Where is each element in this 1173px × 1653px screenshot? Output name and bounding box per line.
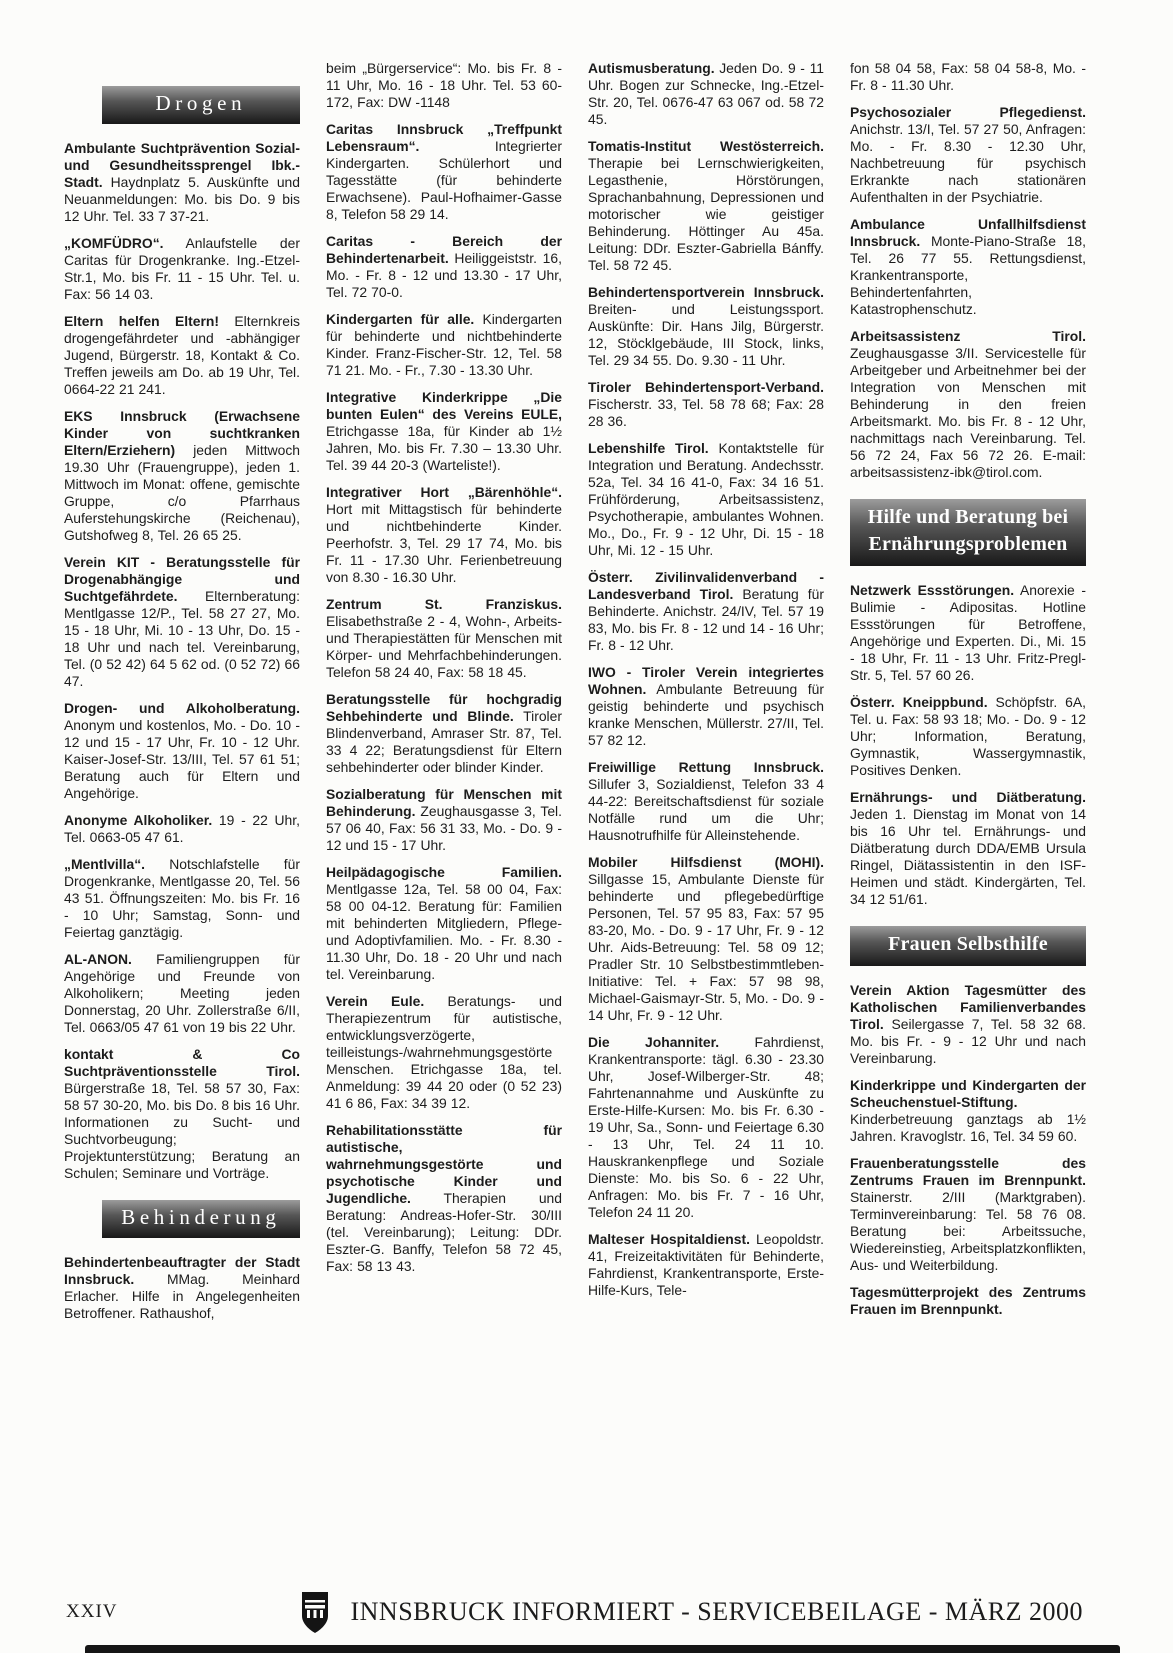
directory-entry [850,1284,1086,1318]
entry-body: Kinderbetreuung ganztags ab 1½ Jahren. Kravoglstr. 16, Tel. 34 59 60. [850,1111,1086,1144]
directory-entry [588,138,824,274]
entry-title: Anonyme Alkoholiker. [64,812,213,828]
directory-entry [850,982,1086,1067]
directory-entry [326,311,562,379]
entry-title: Netzwerk Essstörungen. [850,582,1015,598]
directory-entry [588,1034,824,1221]
directory-entry [64,951,300,1036]
directory-entry [326,786,562,854]
entry-body: Kindergarten für behinderte und nichtbehinderte Kinder. Franz-Fischer-Str. 12, Tel. 58 71 21. Mo. - Fr., 7.30 - 13.30 Uhr. [326,311,562,378]
directory-entry [64,856,300,941]
entry-body: Breiten- und Leistungssport. Auskünfte: Dir. Hans Jilg, Bürgerstr. 12, Stöcklgebäude, III Stock, links, Tel. 29 34 55. Do. 9.30 - 11 Uhr. [588,301,824,368]
directory-entry [64,408,300,544]
entry-body: Leopoldstr. 41, Freizeitaktivitäten für Behinderte, Fahrdienst, Krankentransporte, Erste-Hilfe-Kurs, Tele- [588,1231,825,1298]
entry-body: Etrichgasse 18a, für Kinder ab 1½ Jahren, Mo. bis Fr. 7.30 – 13.30 Uhr. Tel. 39 44 20-3 (Warteliste!). [326,423,562,473]
entry-title: „KOMFÜDRO“. [64,235,164,251]
entry-title: Behindertensportverein Innsbruck. [588,284,824,300]
entry-title: Ambulante Suchtprävention Sozial- und Gesundheitssprengel Ibk.-Stadt. [64,140,300,190]
entry-body: Familiengruppen für Angehörige und Freunde von Alkoholikern; Meeting jeden Donnerstag, 20 Uhr. Zollerstraße 6/II, Tel. 0663/05 47 61 von 19 bis 22 Uhr. [64,951,300,1035]
entry-title: Tagesmütterprojekt des Zentrums Frauen im Brennpunkt. [850,1284,1086,1317]
entry-title: Zentrum St. Franziskus. [326,596,562,612]
directory-entry [850,789,1086,908]
entry-body: Fischerstr. 33, Tel. 58 78 68; Fax: 28 28 36. [588,396,824,429]
entry-body: Anichstr. 13/I, Tel. 57 27 50, Anfragen: Mo. - Fr. 8.30 - 12.30 Uhr, Nachbetreuung für psychisch Erkrankte nach stationären Aufenthalten in der Psychiatrie. [850,121,1086,205]
entry-body: Notschlafstelle für Drogenkranke, Mentlgasse 20, Tel. 56 43 51. Öffnungszeiten: Mo. bis Fr. 16 - 10 Uhr; Samstag, Sonn- und Feiertag ganztägig. [64,856,300,940]
entry-title: Caritas Innsbruck „Treffpunkt Lebensraum“. [326,121,562,154]
directory-entry [64,313,300,398]
entry-title: Verein Eule. [326,993,425,1009]
entry-title: AL-ANON. [64,951,132,967]
entry-body: Kontaktstelle für Integration und Beratung. Andechsstr. 52a, Tel. 34 16 41-0, Fax: 34 16 51. Frühförderung, Arbeitsassistenz, Psychotherapie, ambulantes Wohnen. Mo., Do., Fr. 9 - 12 Uhr, Di. 15 - 18 Uhr, Mi. 12 - 15 Uhr. [588,440,824,558]
directory-entry [326,691,562,776]
innsbruck-coat-of-arms-icon [300,1591,330,1635]
directory-entry [326,233,562,301]
entry-title: Behindertenbeauftragter der Stadt Innsbruck. [64,1254,300,1287]
directory-entry [64,812,300,846]
directory-entry [64,140,300,225]
directory-entry [326,121,562,223]
entry-body: Therapie bei Lernschwierigkeiten, Legasthenie, Hörstörungen, Sprachanbahnung, Depressionen und motorischer wie geistiger Behinderung. Höttinger Au 45a. Leitung: DDr. Eszter-Gabriella Bánffy. Tel. 58 72 45. [588,155,824,273]
entry-body: Sillufer 3, Sozialdienst, Telefon 33 4 44-22: Bereitschaftsdienst für soziale Notfälle rund um die Uhr; Hausnotrufhilfe für Alleinstehende. [588,776,824,843]
entry-body: Elternberatung: Mentlgasse 12/P., Tel. 58 27 27, Mo. 15 - 18 Uhr, Mi. 10 - 13 Uhr, Do. 15 - 18 Uhr und nach tel. Vereinbarung, Tel. (0 52 42) 64 5 62 od. (0 52 72) 66 47. [64,588,300,689]
entry-title: Tiroler Behindertensport-Verband. [588,379,824,395]
directory-entry [850,694,1086,779]
entry-title: Freiwillige Rettung Innsbruck. [588,759,824,775]
entry-body: Elisabethstraße 2 - 4, Wohn-, Arbeits- und Therapiestätten für Menschen mit Körper- und Mehrfachbehinderungen. Telefon 58 24 40, Fax: 58 18 45. [326,613,562,680]
entry-title: Arbeitsassistenz Tirol. [850,328,1086,344]
directory-entry [326,1122,562,1275]
entry-title: Eltern helfen Eltern! [64,313,219,329]
entry-title: Frauenberatungsstelle des Zentrums Frauen im Brennpunkt. [850,1155,1086,1188]
entry-title: Die Johanniter. [588,1034,720,1050]
section-header: Drogen [102,86,300,124]
directory-entry [326,484,562,586]
entry-body: Heiliggeiststr. 16, Mo. - Fr. 8 - 12 und 13.30 - 17 Uhr, Tel. 72 70-0. [326,250,562,300]
column-2 [326,60,562,1565]
entry-title: Sozialberatung für Menschen mit Behinderung. [326,786,562,819]
entry-body: Jeden 1. Dienstag im Monat von 14 bis 16 Uhr tel. Ernährungs- und Diätberatung durch DDA/EMB Ursula Ringel, Diätassistentin in den ISF-Heimen und städt. Kindergärten, Tel. 34 12 51/61. [850,806,1086,907]
entry-body: Anlaufstelle der Caritas für Drogenkranke. Ing.-Etzel-Str.1, Mo. bis Fr. 11 - 15 Uhr. Tel. u. Fax: 56 14 03. [64,235,301,302]
directory-entry [326,389,562,474]
page-number: XXIV [66,1601,118,1622]
directory-entry [64,700,300,802]
directory-entry [588,759,824,844]
directory-entry [326,864,562,983]
page-footer [0,1573,1173,1653]
directory-entry [850,1155,1086,1274]
entry-body: Stainerstr. 2/III (Marktgraben). Terminvereinbarung: Tel. 58 76 08. Beratung bei: Arbeitssuche, Wiedereinstieg, Arbeitsplatzkonflikten, Aus- und Weiterbildung. [850,1189,1086,1273]
directory-entry [588,1231,824,1299]
entry-body: Haydnplatz 5. Auskünfte und Neuanmeldungen: Mo. bis Do. 9 bis 12 Uhr. Tel. 33 7 37-21. [64,174,300,224]
entry-body: Sillgasse 15, Ambulante Dienste für behinderte und pflegebedürftige Personen, Tel. 57 95 83, Fax: 57 95 83-20, Mo. - Do. 9 - 17 Uhr, Fr. 9 - 12 Uhr. Aids-Betreuung: Tel. 58 09 12; Pradler Str. 10 Selbstbestimmtleben-Initiative: Tel. + Fax: 57 98 98, Michael-Gaismayr-Str. 5, Mo. - Do. 9 - 14 Uhr, Fr. 9 - 12 Uhr. [588,871,824,1023]
entry-title: IWO - Tiroler Verein integriertes Wohnen. [588,664,824,697]
entry-title: Caritas - Bereich der Behindertenarbeit. [326,233,562,266]
entry-body: jeden Mittwoch 19.30 Uhr (Frauengruppe), jeden 1. Mittwoch im Monat: offene, gemischte Gruppe, c/o Pfarrhaus Auferstehungskirche (Reichenau), Gutshofweg 8, Tel. 26 65 25. [64,442,300,543]
entry-title: Integrativer Hort „Bärenhöhle“. [326,484,562,500]
publication-title: INNSBRUCK INFORMIERT - SERVICEBEILAGE - MÄRZ 2000 [350,1597,1083,1626]
entry-body: Seilergasse 7, Tel. 58 32 68. Mo. bis Fr. - 9 - 12 Uhr und nach Vereinbarung. [850,1016,1086,1066]
directory-entry [588,379,824,430]
entry-title: Tomatis-Institut Westösterreich. [588,138,824,154]
entry-title: Ernährungs- und Diätberatung. [850,789,1086,805]
column-1 [64,60,300,1565]
entry-title: Verein Aktion Tagesmütter des Katholischen Familienverbandes Tirol. [850,982,1086,1032]
entry-body: Zeughausgasse 3, Tel. 57 06 40, Fax: 56 31 33, Mo. - Do. 9 - 12 und 15 - 17 Uhr. [326,803,562,853]
entry-title: Rehabilitationsstätte für autistische, wahrnehmungsgestörte und psychotische Kinder und Jugendliche. [326,1122,562,1206]
entry-body: 19 - 22 Uhr, Tel. 0663-05 47 61. [64,812,301,845]
entry-title: Integrative Kinderkrippe „Die bunten Eulen“ des Vereins EULE, [326,389,562,422]
entry-title: Drogen- und Alkoholberatung. [64,700,300,716]
entry-body: Beratung für Behinderte. Anichstr. 24/IV, Tel. 57 19 83, Mo. bis Fr. 8 - 12 und 14 - 16 Uhr; Fr. 8 - 12 Uhr. [588,586,825,653]
directory-columns [64,60,1086,1565]
directory-entry [64,1046,300,1182]
section-header: Behinderung [102,1200,300,1238]
entry-title: Psychosozialer Pflegedienst. [850,104,1086,120]
entry-body: Ambulante Betreuung für geistig behinderte und psychisch kranke Menschen, Müllerstr. 27/II, Tel. 57 82 12. [588,681,825,748]
section-header: Hilfe und Beratung bei Ernährungsproblemen [850,499,1086,566]
entry-body: beim „Bürgerservice“: Mo. bis Fr. 8 - 11 Uhr, Mo. 16 - 18 Uhr. Tel. 53 60-172, Fax: DW -1148 [326,60,562,110]
entry-title: Lebenshilfe Tirol. [588,440,709,456]
entry-title: Ambulance Unfallhilfsdienst Innsbruck. [850,216,1086,249]
entry-title: kontakt & Co Suchtpräventionsstelle Tirol. [64,1046,300,1079]
entry-body: Fahrdienst, Krankentransporte: tägl. 6.30 - 23.30 Uhr, Josef-Wilberger-Str. 48; Fahrtenannahme und Auskünfte zu Erste-Hilfe-Kursen: Mo. bis Fr. 6.30 - 19 Uhr, Sa., Sonn- und Feiertage 6.30 - 13 Uhr, Tel. 24 11 10. Hauskrankenpflege und Soziale Dienste: Mo. bis So. 6 - 22 Uhr, Anfragen: Mo. bis Fr. 7 - 16 Uhr, Telefon 24 11 20. [588,1034,824,1220]
entry-body: Schöpfstr. 6A, Tel. u. Fax: 58 93 18; Mo. - Do. 9 - 12 Uhr; Information, Beratung, Gymnastik, Wassergymnastik, Positives Denken. [850,694,1086,778]
directory-entry [588,664,824,749]
entry-body: fon 58 04 58, Fax: 58 04 58-8, Mo. - Fr. 8 - 11.30 Uhr. [850,60,1086,93]
entry-title: „Mentlvilla“. [64,856,146,872]
directory-entry [588,284,824,369]
entry-body: Anorexie - Bulimie - Adipositas. Hotline Essstörungen für Betroffene, Angehörige und Experten. Di., Mi. 15 - 18 Uhr, Fr. 11 - 13 Uhr. Fritz-Pregl-Str. 5, Tel. 57 60 26. [850,582,1086,683]
entry-body: Anonym und kostenlos, Mo. - Do. 10 - 12 und 15 - 17 Uhr, Fr. 10 - 12 Uhr. Kaiser-Josef-Str. 13/III, Tel. 57 61 51; Beratung auch für Eltern und Angehörige. [64,717,300,801]
entry-body: Integrierter Kindergarten. Schülerhort und Tagesstätte (für behinderte Erwachsene). Paul-Hofhaimer-Gasse 8, Telefon 58 29 14. [326,138,562,222]
directory-entry [588,440,824,559]
entry-title: Kindergarten für alle. [326,311,475,327]
entry-title: Heilpädagogische Familien. [326,864,562,880]
entry-body: Beratungs- und Therapiezentrum für autistische, entwicklungsverzögerte, teilleistungs-/wahrnehmungsgestörte Menschen. Etrichgasse 18a, tel. Anmeldung: 39 44 20 oder (0 52 23) 41 6 86, Fax: 34 39 12. [326,993,562,1111]
entry-title: Österr. Zivilinvalidenverband - Landesverband Tirol. [588,569,824,602]
directory-entry [588,569,824,654]
column-3 [588,60,824,1565]
entry-title: Mobiler Hilfsdienst (MOHI). [588,854,824,870]
entry-title: Malteser Hospitaldienst. [588,1231,750,1247]
entry-title: Österr. Kneippbund. [850,694,988,710]
directory-entry [588,60,824,128]
directory-entry [588,854,824,1024]
directory-entry [850,1077,1086,1145]
directory-entry [64,1254,300,1322]
entry-body: Hort mit Mittagstisch für behinderte und nichtbehinderte Kinder. Peerhofstr. 3, Tel. 29 17 74, Mo. bis Fr. 11 - 17.30 Uhr. Ferienbetreuung von 8.30 - 16.30 Uhr. [326,501,562,585]
directory-entry [326,993,562,1112]
entry-body: Tiroler Blindenverband, Amraser Str. 87, Tel. 33 4 22; Beratungsdienst für Eltern sehbehinderter oder blinder Kinder. [326,708,562,775]
entry-title: Verein KIT - Beratungsstelle für Drogenabhängige und Suchtgefährdete. [64,554,300,604]
entry-body: MMag. Meinhard Erlacher. Hilfe in Angelegenheiten Betroffener. Rathaushof, [64,1271,301,1321]
directory-entry [850,582,1086,684]
entry-body: Therapien und Beratung: Andreas-Hofer-Str. 30/III (tel. Vereinbarung); Leitung: DDr. Eszter-G. Banffy, Telefon 58 72 45, Fax: 58 13 43. [326,1190,562,1274]
directory-entry [850,216,1086,318]
directory-entry [850,328,1086,481]
entry-title: EKS Innsbruck (Erwachsene Kinder von suchtkranken Eltern/Erziehern) [64,408,300,458]
entry-body: Bürgerstraße 18, Tel. 58 57 30, Fax: 58 57 30-20, Mo. bis Do. 8 bis 16 Uhr. Informationen zu Sucht- und Suchtvorbeugung; Projektunterstützung; Beratung an Schulen; Seminare und Vorträge. [64,1080,300,1181]
entry-body: Mentlgasse 12a, Tel. 58 00 04, Fax: 58 00 04-12. Beratung für: Familien mit behinderten Mitgliedern, Pflege- und Adoptivfamilien. Mo. - Fr. 8.30 - 11.30 Uhr, Do. 18 - 20 Uhr und nach tel. Vereinbarung. [326,881,562,982]
entry-body: Zeughausgasse 3/II. Servicestelle für Arbeitgeber und Arbeitnehmer bei der Integration von Menschen mit Behinderung in den freien Arbeitsmarkt. Mo. bis Fr. 8 - 12 Uhr, nachmittags nach Vereinbarung. Tel. 56 72 24, Fax 56 72 26. E-mail: arbeitsassistenz-ibk@tirol.com. [850,345,1086,480]
directory-entry [64,554,300,690]
directory-entry [850,60,1086,94]
directory-entry [64,235,300,303]
directory-entry [326,596,562,681]
scan-edge-artifact [85,1645,1120,1653]
entry-title: Kinderkrippe und Kindergarten der Scheuchenstuel-Stiftung. [850,1077,1086,1110]
directory-entry [326,60,562,111]
section-header: Frauen Selbsthilfe [850,926,1086,966]
entry-body: Jeden Do. 9 - 11 Uhr. Bogen zur Schnecke, Ing.-Etzel-Str. 20, Tel. 0676-47 63 067 od. 58 72 45. [588,60,824,127]
entry-title: Autismusberatung. [588,60,715,76]
column-4 [850,60,1086,1565]
directory-entry [850,104,1086,206]
entry-body: Monte-Piano-Straße 18, Tel. 26 77 55. Rettungsdienst, Krankentransporte, Behindertenfahrten, Katastrophenschutz. [850,233,1086,317]
entry-body: Elternkreis drogengefährdeter und -abhängiger Jugend, Bürgerstr. 18, Kontakt & Co. Treffen jeweils am Do. ab 19 Uhr, Tel. 0664-22 21 241. [64,313,300,397]
entry-title: Beratungsstelle für hochgradig Sehbehinderte und Blinde. [326,691,562,724]
